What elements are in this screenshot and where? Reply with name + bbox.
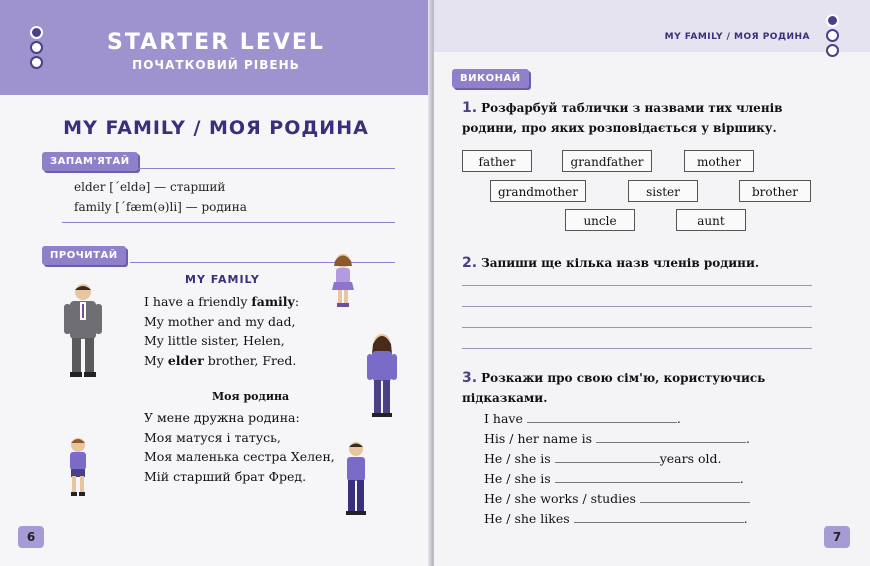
task-text: Розкажи про свою сім'ю, користуючись підказками. — [462, 371, 766, 405]
poem-line: My elder brother, Fred. — [144, 352, 297, 368]
word-card-aunt[interactable]: aunt — [676, 209, 746, 231]
level-subtitle: ПОЧАТКОВИЙ РІВЕНЬ — [132, 58, 300, 72]
word-card-mother[interactable]: mother — [684, 150, 754, 172]
word-card-father[interactable]: father — [462, 150, 532, 172]
sister-figure — [330, 252, 356, 308]
left-page — [0, 0, 432, 566]
word-card-brother[interactable]: brother — [739, 180, 811, 202]
page-header — [434, 0, 870, 52]
vocab-item: elder [ˊeldə] — старший — [74, 180, 226, 194]
answer-blank[interactable] — [555, 450, 660, 463]
answer-blank[interactable] — [596, 430, 746, 443]
task-text: Запиши ще кілька назв членів родини. — [481, 256, 760, 270]
unit-title: MY FAMILY / МОЯ РОДИНА — [63, 117, 369, 139]
word-card-grandfather[interactable]: grandfather — [562, 150, 652, 172]
right-page — [434, 0, 870, 566]
poem-title: MY FAMILY — [185, 273, 260, 286]
answer-blank[interactable] — [555, 470, 740, 483]
poem-line: My mother and my dad, — [144, 313, 296, 329]
header-label: MY FAMILY / МОЯ РОДИНА — [664, 32, 810, 42]
page-number-left: 6 — [18, 526, 44, 548]
task-text: Розфарбуй таблички з назвами тих членів родини, про яких розповідається у віршику. — [462, 101, 783, 135]
prompt-row: He / she is . — [484, 471, 744, 486]
poem-line: Моя матуся і татусь, — [144, 429, 281, 445]
prompt-row: I have . — [484, 411, 681, 426]
page-number-right: 7 — [824, 526, 850, 548]
writing-line[interactable] — [462, 306, 812, 307]
boy-figure — [66, 436, 90, 498]
level-dots — [826, 14, 846, 59]
poem-uk — [144, 408, 335, 486]
poem-line: Мій старший брат Фред. — [144, 468, 307, 484]
vocab-item: family [ˊfæm(ə)li] — родина — [74, 200, 247, 214]
father-figure — [62, 282, 104, 378]
level-dot-2 — [826, 29, 839, 42]
read-tag: ПРОЧИТАЙ — [42, 246, 126, 265]
task-1 — [462, 98, 822, 138]
level-dot-3 — [826, 44, 839, 57]
answer-blank[interactable] — [574, 510, 744, 523]
divider — [130, 168, 395, 169]
word-card-uncle[interactable]: uncle — [565, 209, 635, 231]
word-card-sister[interactable]: sister — [628, 180, 698, 202]
brother-figure — [342, 440, 370, 516]
level-banner — [0, 0, 432, 95]
poem-uk-title: Моя родина — [212, 390, 290, 403]
answer-blank[interactable] — [527, 410, 677, 423]
prompt-row: He / she works / studies — [484, 490, 750, 506]
prompt-row: He / she likes . — [484, 511, 748, 526]
writing-line[interactable] — [462, 327, 812, 328]
mother-figure — [366, 332, 398, 418]
prompt-row: His / her name is . — [484, 431, 750, 446]
task-number: 1. — [462, 100, 478, 116]
word-card-grandmother[interactable]: grandmother — [490, 180, 586, 202]
do-tag: ВИКОНАЙ — [452, 69, 529, 88]
divider — [62, 222, 395, 223]
task-number: 2. — [462, 255, 478, 271]
task-2 — [462, 253, 822, 273]
task-3 — [462, 368, 820, 408]
prompt-row: He / she is years old. — [484, 451, 722, 466]
writing-line[interactable] — [462, 285, 812, 286]
poem-line: Моя маленька сестра Хелен, — [144, 449, 335, 464]
poem-en — [144, 292, 299, 370]
poem-line: My little sister, Helen, — [144, 333, 285, 348]
level-title: STARTER LEVEL — [107, 30, 325, 55]
task-number: 3. — [462, 370, 478, 386]
answer-blank[interactable] — [640, 490, 750, 503]
writing-line[interactable] — [462, 348, 812, 349]
remember-tag: ЗАПАМ'ЯТАЙ — [42, 152, 138, 171]
poem-line: У мене дружна родина: — [144, 410, 300, 425]
level-dot-1 — [826, 14, 839, 27]
poem-line: I have a friendly family: — [144, 294, 300, 309]
